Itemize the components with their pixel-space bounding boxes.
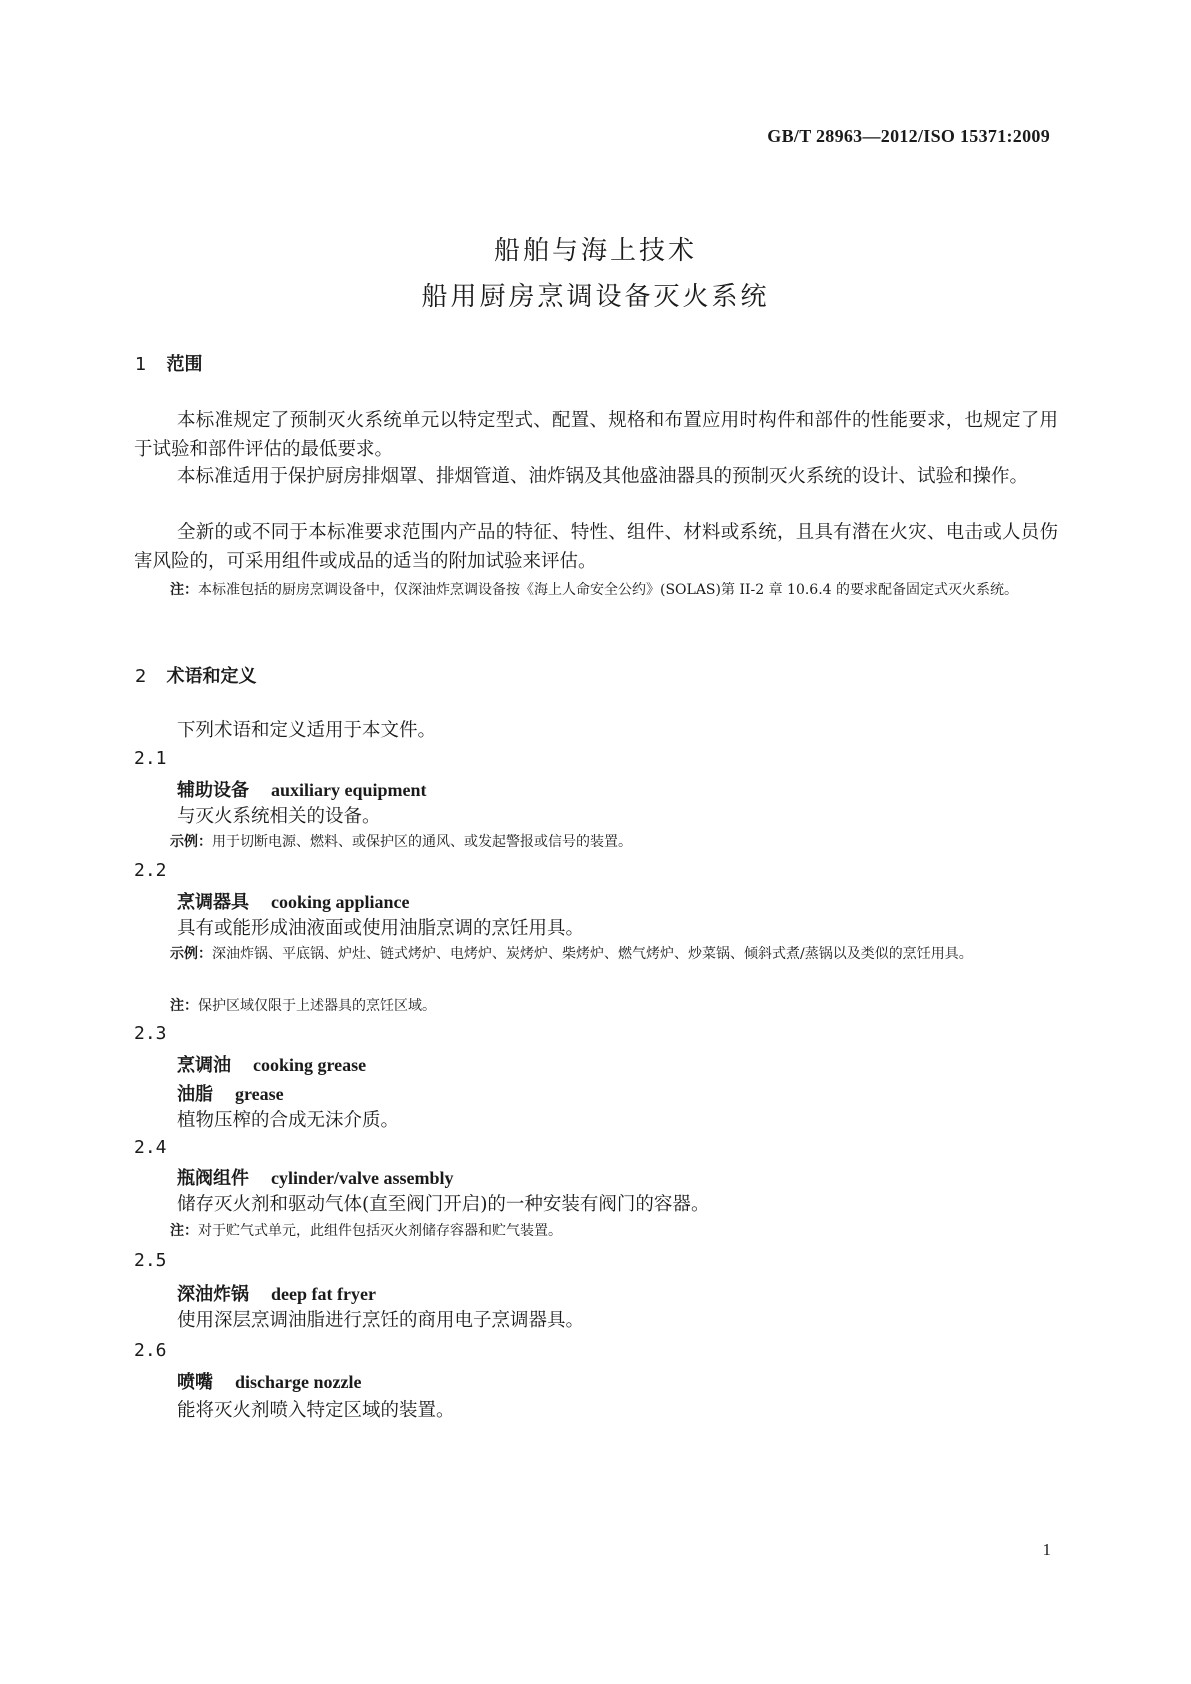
term-example (170, 941, 1105, 967)
example-label: 示例： (170, 946, 212, 962)
term-example (170, 829, 1105, 855)
term-definition: 植物压榨的合成无沫介质。 (177, 1110, 400, 1131)
example-text: 用于切断电源、燃料、或保护区的通风、或发起警报或信号的装置。 (212, 834, 632, 850)
section-title: 术语和定义 (166, 666, 257, 687)
section-2-intro: 下列术语和定义适用于本文件。 (177, 720, 437, 741)
section-1-paragraph: 本标准适用于保护厨房排烟罩、排烟管道、油炸锅及其他盛油器具的预制灭火系统的设计、试验和操作。 (177, 466, 1029, 487)
term-heading (177, 888, 410, 914)
section-1-paragraph: 全新的或不同于本标准要求范围内产品的特征、特性、组件、材料或系统，且具有潜在火灾、电击或人员伤害风险的，可采用组件或成品的适当的附加试验来评估。 (134, 522, 1058, 572)
term-en: deep fat fryer (271, 1284, 376, 1304)
section-2-heading (135, 662, 256, 688)
term-heading (177, 1164, 454, 1190)
term-note (170, 993, 1092, 1019)
section-number: 1 (135, 354, 147, 375)
term-number: 2.5 (134, 1250, 167, 1271)
section-number: 2 (135, 666, 147, 687)
example-text: 深油炸锅、平底锅、炉灶、链式烤炉、电烤炉、炭烤炉、柴烤炉、燃气烤炉、炒菜锅、倾斜式煮/蒸锅以及类似的烹饪用具。 (212, 946, 973, 962)
page-number: 1 (1042, 1540, 1051, 1559)
example-label: 示例： (170, 834, 212, 850)
term-definition: 储存灭火剂和驱动气体(直至阀门开启)的一种安装有阀门的容器。 (177, 1194, 710, 1215)
note-text: 对于贮气式单元，此组件包括灭火剂储存容器和贮气装置。 (198, 1223, 562, 1239)
term-heading (177, 1280, 376, 1306)
title-line-2: 船用厨房烹调设备灭火系统 (421, 282, 770, 312)
term-heading (177, 776, 427, 802)
standard-code: GB/T 28963—2012/ISO 15371:2009 (767, 126, 1050, 146)
section-1-heading (135, 350, 202, 376)
term-number: 2.2 (134, 860, 167, 881)
term-zh: 喷嘴 (177, 1372, 213, 1393)
term-definition: 与灭火系统相关的设备。 (177, 806, 381, 827)
note-text: 保护区域仅限于上述器具的烹饪区域。 (198, 998, 436, 1014)
term-number: 2.6 (134, 1340, 167, 1361)
term-zh: 烹调器具 (177, 892, 249, 913)
term-definition: 使用深层烹调油脂进行烹饪的商用电子烹调器具。 (177, 1310, 585, 1331)
term-number: 2.4 (134, 1137, 167, 1158)
term-alt-zh: 油脂 (177, 1084, 213, 1105)
term-alt-en: grease (235, 1084, 284, 1104)
note-label: 注： (170, 582, 198, 598)
term-zh: 烹调油 (177, 1055, 231, 1076)
term-en: cylinder/valve assembly (271, 1168, 454, 1188)
term-heading (177, 1368, 361, 1394)
section-title: 范围 (166, 354, 203, 375)
term-alt-heading (177, 1080, 284, 1106)
term-zh: 瓶阀组件 (177, 1168, 249, 1189)
term-en: discharge nozzle (235, 1372, 362, 1392)
note-label: 注： (170, 998, 198, 1014)
term-zh: 辅助设备 (177, 780, 249, 801)
section-1-note (170, 577, 1092, 603)
title-line-1: 船舶与海上技术 (493, 236, 697, 266)
term-number: 2.1 (134, 748, 167, 769)
term-definition: 具有或能形成油液面或使用油脂烹调的烹饪用具。 (177, 918, 585, 939)
term-zh: 深油炸锅 (177, 1284, 249, 1305)
note-label: 注： (170, 1223, 198, 1239)
term-en: cooking grease (253, 1055, 367, 1075)
term-number: 2.3 (134, 1023, 167, 1044)
term-definition: 能将灭火剂喷入特定区域的装置。 (177, 1400, 455, 1421)
section-1-paragraph: 本标准规定了预制灭火系统单元以特定型式、配置、规格和布置应用时构件和部件的性能要求，也规定了用于试验和部件评估的最低要求。 (134, 410, 1058, 460)
term-note (170, 1218, 1092, 1244)
term-en: cooking appliance (271, 892, 410, 912)
term-heading (177, 1051, 366, 1077)
note-text: 本标准包括的厨房烹调设备中，仅深油炸烹调设备按《海上人命安全公约》(SOLAS)第 II-2 章 10.6.4 的要求配备固定式灭火系统。 (198, 582, 1019, 598)
term-en: auxiliary equipment (271, 780, 427, 800)
